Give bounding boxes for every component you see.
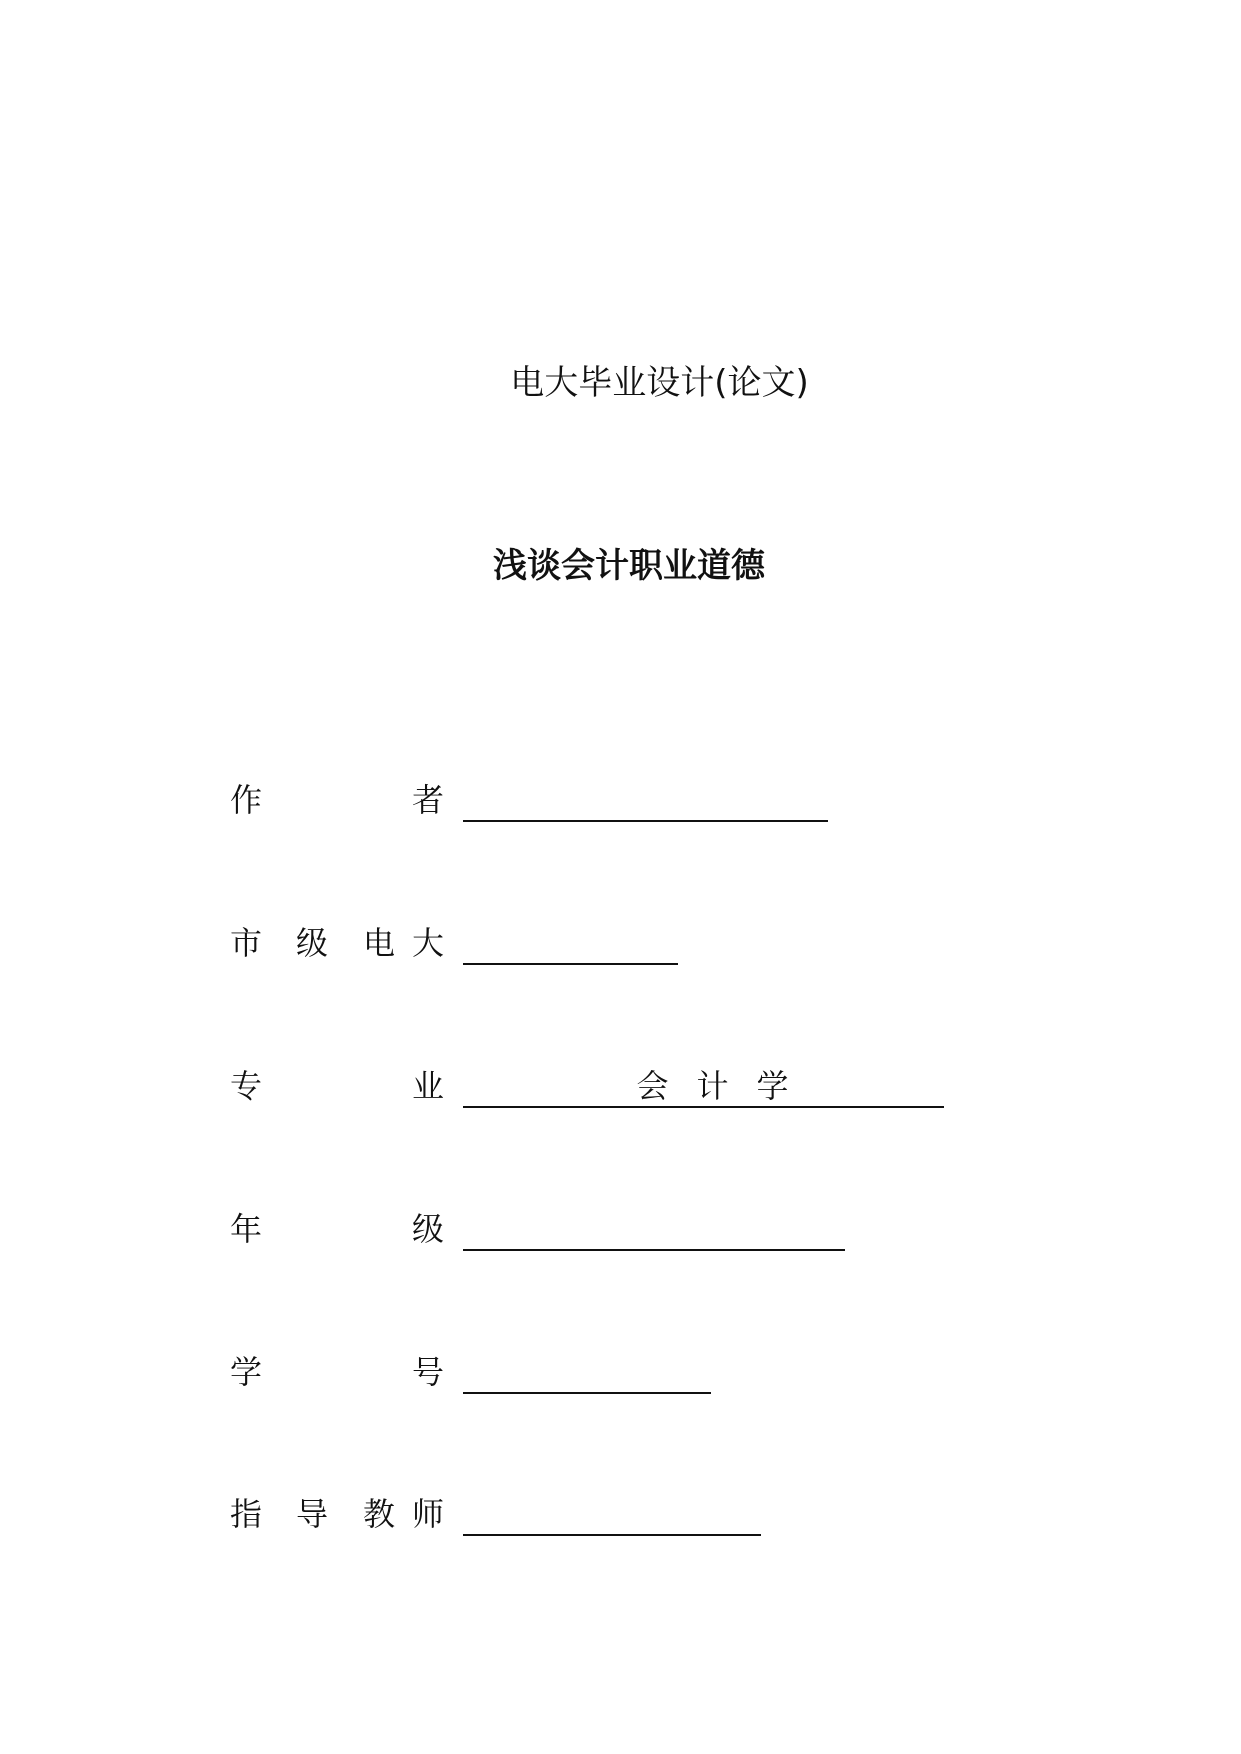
advisor-label-char: 指 — [230, 1495, 263, 1533]
author-label — [230, 776, 452, 824]
advisor-label-char: 教 — [363, 1495, 396, 1533]
advisor-value — [463, 1490, 761, 1538]
grade-label — [230, 1205, 452, 1253]
major-label-char: 业 — [412, 1067, 445, 1105]
city-university-label-char: 市 — [230, 924, 263, 962]
city-university-label — [230, 919, 452, 967]
thesis-title: 浅谈会计职业道德 — [493, 546, 765, 586]
grade-value — [463, 1205, 845, 1253]
major-label — [230, 1062, 452, 1110]
advisor-label-char: 师 — [412, 1495, 445, 1533]
student-id-label-char: 号 — [412, 1353, 445, 1391]
grade-label-char: 年 — [230, 1210, 263, 1248]
student-id-value — [463, 1348, 711, 1396]
student-id-label-char: 学 — [230, 1353, 263, 1391]
city-university-label-char: 电 — [363, 924, 396, 962]
author-label-char: 者 — [412, 781, 445, 819]
grade-label-char: 级 — [412, 1210, 445, 1248]
student-id-label — [230, 1348, 452, 1396]
city-university-value — [463, 919, 678, 967]
cover-header: 电大毕业设计(论文) — [510, 363, 809, 403]
city-university-label-char: 级 — [296, 924, 329, 962]
major-value: 会计学 — [636, 1067, 817, 1105]
advisor-label-char: 导 — [296, 1495, 329, 1533]
author-value — [463, 776, 828, 824]
author-label-char: 作 — [230, 781, 263, 819]
major-label-char: 专 — [230, 1067, 263, 1105]
city-university-label-char: 大 — [412, 924, 445, 962]
advisor-label — [230, 1490, 452, 1538]
